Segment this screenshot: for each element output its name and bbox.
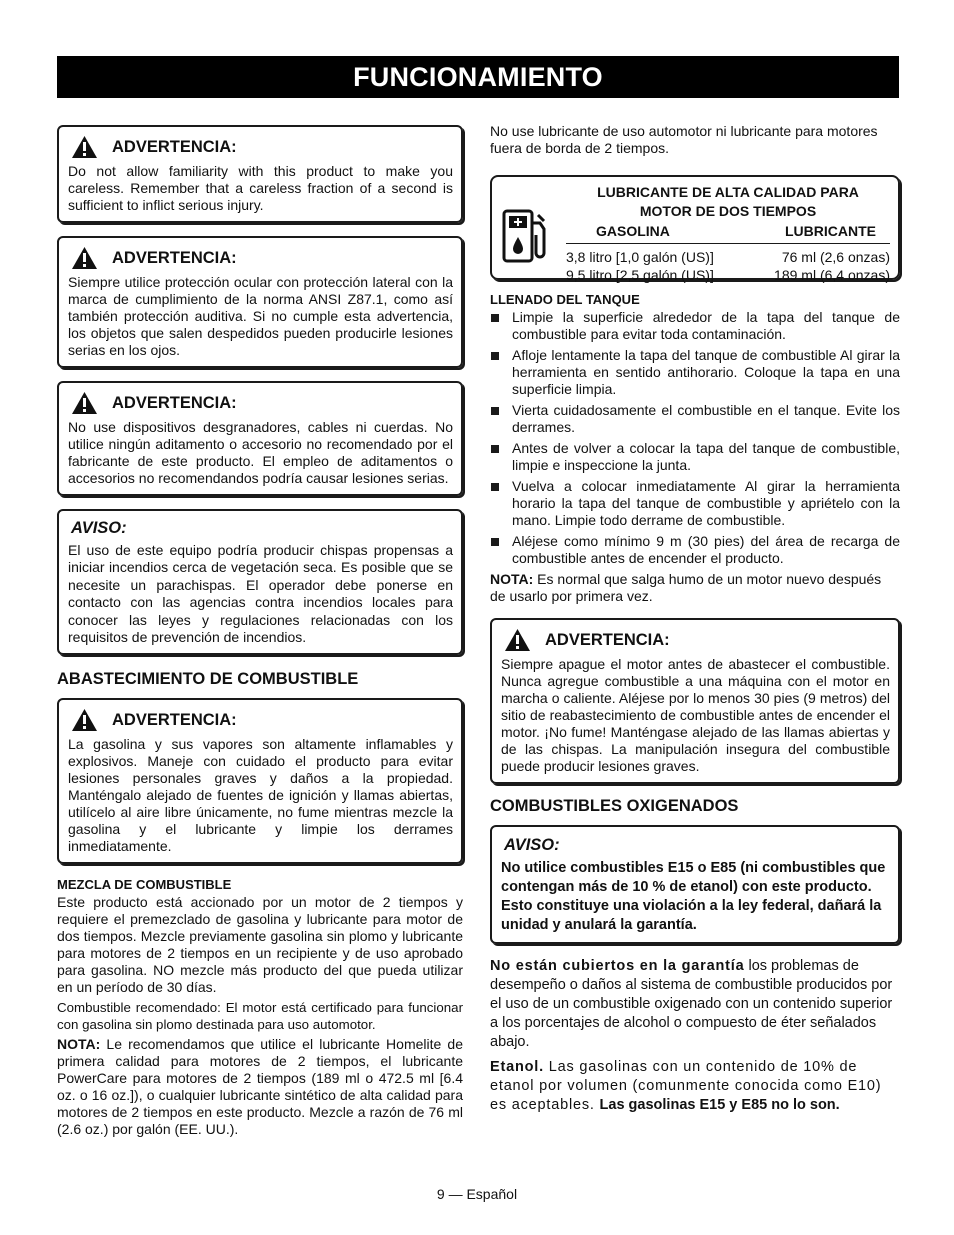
notice-box-ethanol <box>490 825 900 944</box>
fuel-mix-note <box>57 1036 463 1138</box>
fuel-table-header <box>566 221 890 244</box>
fuel-table-title-line: LUBRICANTE DE ALTA CALIDAD PARA <box>597 184 859 200</box>
tank-filling-steps <box>490 309 900 567</box>
ethanol-paragraph <box>490 1058 900 1115</box>
lubricant-cell: 189 ml (6,4 onzas) <box>774 267 890 283</box>
list-item: Limpie la superficie alrededor de la tapa del tanque de combustible para evitar toda contaminación. <box>490 309 900 343</box>
paragraph-text: Las gasolinas con un contenido de 10% de etanol por volumen (comunmente conocida como E10) es aceptables. <box>490 1059 882 1113</box>
notice-text: El uso de este equipo podría producir chispas propensas a iniciar incendios cerca de vegetación seca. Es posible que se necesite un parachispas. El operador debe ponerse en contacto con las agencias contra incendios locales para conocer las leyes y regulaciones relacionadas con los requisitos de prevención de incendios. <box>68 542 453 646</box>
page-title: FUNCIONAMIENTO <box>57 56 899 98</box>
warning-label: ADVERTENCIA: <box>545 630 670 649</box>
note-text: Es normal que salga humo de un motor nuevo después de usarlo por primera vez. <box>490 571 882 604</box>
warning-label: ADVERTENCIA: <box>112 393 237 412</box>
warning-text: Siempre utilice protección ocular con protección lateral con la marca de cumplimiento de la norma ANSI Z87.1, como así también protección auditiva. Si no cumple esta advertencia, los objetos que salen despedidos pueden producirle lesiones serias en los ojos. <box>68 274 453 358</box>
gasoline-cell: 3,8 litro [1,0 galón (US)] <box>566 249 714 265</box>
list-item: Vuelva a colocar inmediatamente Al girar la herramienta horario la tapa del tanque de combustible y apriételo con la mano. Limpie todo derrame de combustible. <box>490 478 900 529</box>
subheading-tank-filling: LLENADO DEL TANQUE <box>490 292 640 307</box>
right-column <box>490 123 900 1118</box>
oxygenated-fuel-paragraph <box>490 957 900 1052</box>
left-column <box>57 125 463 1141</box>
bold-end: Las gasolinas E15 y E85 no lo son. <box>599 1097 840 1113</box>
warning-box-refueling <box>490 618 900 784</box>
bold-lead: No están cubiertos en la garantía <box>490 958 745 974</box>
fuel-table-body <box>566 183 890 283</box>
column-header-lubricant: LUBRICANTE <box>785 223 876 239</box>
warning-box-gasoline <box>57 698 463 864</box>
fuel-table-title <box>566 183 890 221</box>
lubricant-cell: 76 ml (2,6 onzas) <box>781 249 890 265</box>
fuel-mix-table <box>490 175 900 283</box>
warning-triangle-icon <box>71 246 98 270</box>
subheading-fuel-mix: MEZCLA DE COMBUSTIBLE <box>57 877 232 893</box>
bold-lead: Etanol. <box>490 1059 544 1075</box>
gasoline-cell: 9,5 litro [2,5 galón (US)] <box>566 267 714 283</box>
warning-label: ADVERTENCIA: <box>112 248 237 267</box>
list-item: Afloje lentamente la tapa del tanque de combustible Al girar la herramienta en sentido antihorario. Coloque la tapa en una superficie limpia. <box>490 347 900 398</box>
note-label: NOTA: <box>57 1036 101 1053</box>
list-item: Vierta cuidadosamente el combustible en el tanque. Evite los derrames. <box>490 402 900 436</box>
notice-text: No utilice combustibles E15 o E85 (ni combustibles que contengan más de 10 % de etanol) con este producto. Esto constituye una violación a la ley federal, dañará la unidad y anulará la garantía. <box>501 860 886 933</box>
warning-text: La gasolina y sus vapores son altamente inflamables y explosivos. Maneje con cuidado el producto para evitar lesiones personales graves y daños a la propiedad. Manténgalo alejado de fuentes de ignición y llamas abiertas, utilícelo al aire libre únicamente, no fume mientras mezcle la gasolina y el lubricante y limpie los derrames inmediatamente. <box>68 736 453 855</box>
warning-box-familiarity <box>57 125 463 223</box>
list-item: Antes de volver a colocar la tapa del tanque de combustible, limpie e inspeccione la junta. <box>490 440 900 474</box>
section-heading-oxygenated-fuels: COMBUSTIBLES OXIGENADOS <box>490 797 739 815</box>
table-row <box>566 248 890 266</box>
fuel-pump-icon <box>502 207 550 263</box>
table-row <box>566 266 890 284</box>
warning-text: Do not allow familiarity with this product to make you careless. Remember that a careless fraction of a second is sufficient to inflict serious injury. <box>68 163 453 213</box>
warning-triangle-icon <box>504 628 531 652</box>
notice-box-sparks <box>57 509 463 655</box>
tank-filling-note <box>490 571 900 605</box>
lubricant-intro: No use lubricante de uso automotor ni lubricante para motores fuera de borda de 2 tiempos. <box>490 123 878 156</box>
column-header-gasoline: GASOLINA <box>596 223 670 239</box>
note-label: NOTA: <box>490 571 534 587</box>
list-item: Aléjese como mínimo 9 m (30 pies) del área de recarga de combustible antes de encender el producto. <box>490 533 900 567</box>
warning-text: Siempre apague el motor antes de abastecer el combustible. Nunca agregue combustible a una máquina con el motor en marcha o caliente. Aléjese por lo menos 30 pies (9 metros) del sitio de reabastecimiento de combustible antes de encender el motor. ¡No fume! Manténgase alejado de las llamas abiertas y de las chispas. La manipulación insegura del combustible puede producir lesiones graves. <box>501 656 890 774</box>
warning-triangle-icon <box>71 391 98 415</box>
warning-label: ADVERTENCIA: <box>112 137 237 156</box>
warning-triangle-icon <box>71 708 98 732</box>
note-text: Le recomendamos que utilice el lubricante Homelite de primera calidad para motores de 2 tiempos, el lubricante PowerCare para motores de 2 tiempos (189 ml o 472.5 ml [6.4 oz. o 16 oz.]), o cualquier lubricante sintético de alta calidad para motores de 2 tiempos en este producto. Mezcle a razón de 76 ml (2.6 oz.) por galón (EE. UU.). <box>57 1036 463 1138</box>
notice-label: AVISO: <box>71 519 127 537</box>
page-number: 9 — Español <box>436 1186 518 1202</box>
warning-text: No use dispositivos desgranadores, cables ni cuerdas. No utilice ningún aditamento o accesorio no recomendado por el fabricante de este producto. El empleo de aditamentos o accesorios no recomendandos podría causar lesiones serias. <box>68 419 453 486</box>
section-heading-fueling: ABASTECIMIENTO DE COMBUSTIBLE <box>57 670 359 689</box>
recommended-fuel-paragraph: Combustible recomendado: El motor está certificado para funcionar con gasolina sin plomo destinada para uso automotor. <box>57 1000 463 1033</box>
warning-box-attachments <box>57 381 463 496</box>
warning-triangle-icon <box>71 135 98 159</box>
paragraph-text: los problemas de desempeño o daños al sistema de combustible producidos por el uso de un combustible oxigenado con un contenido superior a los porcentajes de alcohol o compuesto de éter señalados abajo. <box>490 958 893 1050</box>
fuel-table-title-line: MOTOR DE DOS TIEMPOS <box>639 203 817 219</box>
warning-label: ADVERTENCIA: <box>112 710 237 729</box>
notice-label: AVISO: <box>504 836 560 854</box>
fuel-mix-paragraph: Este producto está accionado por un motor de 2 tiempos y requiere el premezclado de gasolina y lubricante para motor de dos tiempos. Mezcle previamente gasolina sin plomo y lubricante para motores de 2 tiempos en un recipiente y de uso aprobado para gasolina. NO mezcle más producto del que pueda utilizar en un período de 30 días. <box>57 894 463 996</box>
warning-box-eye-protection <box>57 236 463 368</box>
